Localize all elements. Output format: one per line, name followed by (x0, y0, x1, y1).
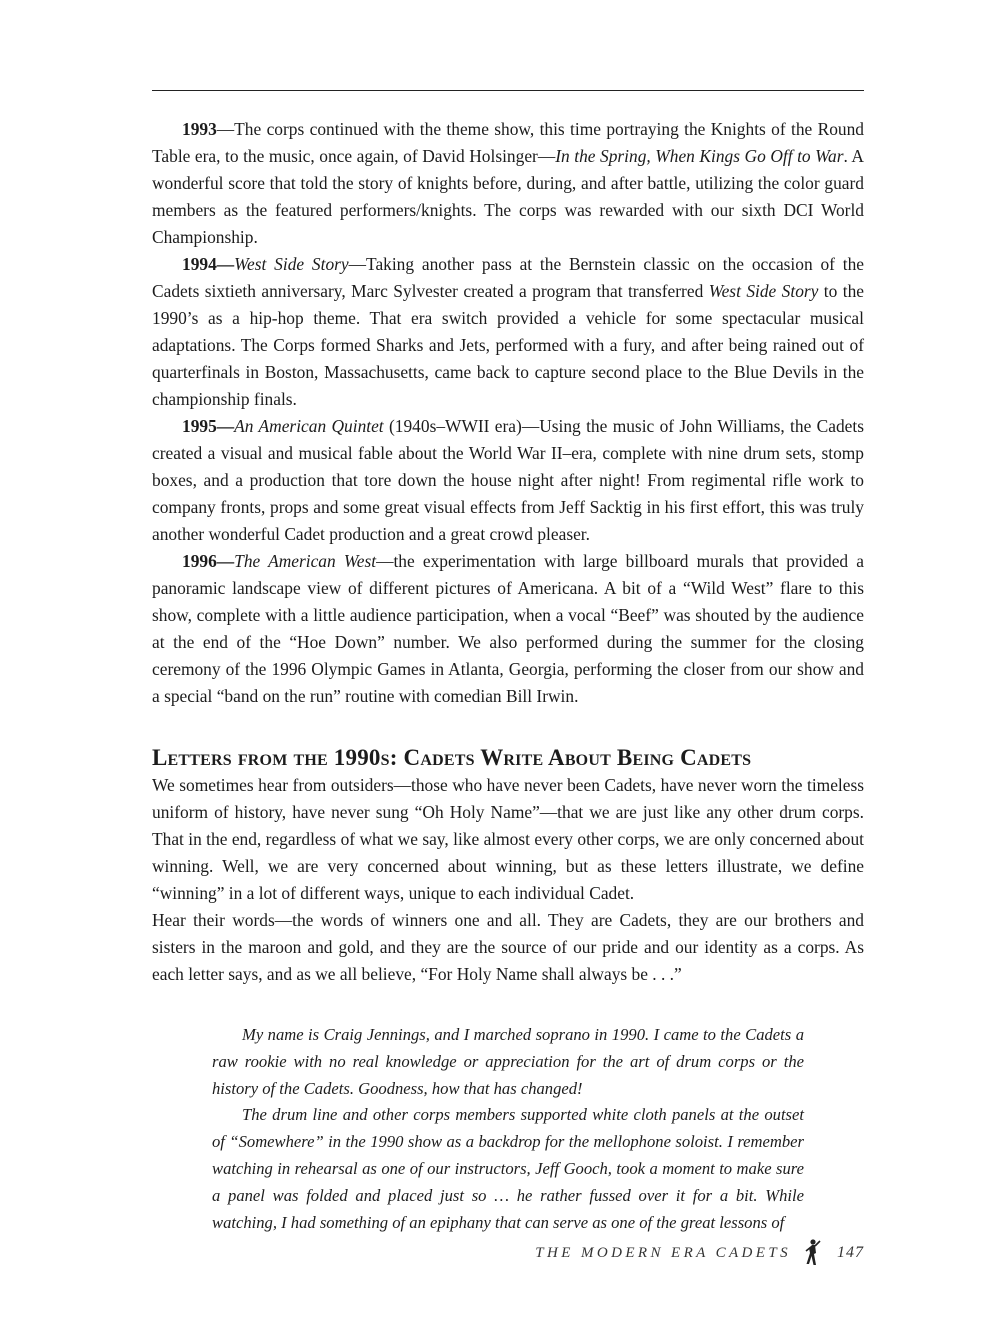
paragraph-1995: 1995—An American Quintet (1940s–WWII era)—Using the music of John Williams, the Cadets created a visual and musical fable about the World War II–era, complete with nine drum sets, stomp boxes, and a production that tore down the house night after night! From regimental rifle work to company fronts, props and some great visual effects from Jeff Sacktig in his first effort, this was truly another wonderful Cadet production and a great crowd pleaser. (152, 416, 864, 544)
year-label: 1993 (182, 119, 217, 139)
paragraph-1994: 1994—West Side Story—Taking another pass at the Bernstein classic on the occasion of the Cadets sixtieth anniversary, Marc Sylvester created a program that transferred West Side Story to the 1990’s as a hip-hop theme. That era switch provided a vehicle for some spectacular musical adaptations. The Corps formed Sharks and Jets, performed with a fury, and after being rained out of quarterfinals in Boston, Massachusetts, came back to capture second place to the Blue Devils in the championship finals. (152, 254, 864, 409)
year-label: 1994 (182, 254, 217, 274)
header-rule (152, 90, 864, 91)
section-heading: Letters from the 1990s: Cadets Write About Being Cadets (152, 745, 752, 770)
section-intro: We sometimes hear from outsiders—those who have never been Cadets, have never worn the timeless uniform of history, have never sung “Oh Holy Name”—that we are just like any other drum corps. That in the end, regardless of what we say, like almost every other corps, we are only concerned about winning. Well, we are very concerned about winning, but as these letters illustrate, we define “winning” in a lot of different ways, unique to each individual Cadet. (152, 775, 864, 903)
section-intro-continued: Hear their words—the words of winners one and all. They are Cadets, they are our brothers and sisters in the maroon and gold, and they are the source of our pride and our identity as a corps. As each letter says, and as we all believe, “For Holy Name shall always be . . .” (152, 910, 864, 984)
page-body (152, 116, 864, 1236)
show-title: West Side Story (234, 254, 349, 274)
show-title: An American Quintet (234, 416, 384, 436)
letter-paragraph: My name is Craig Jennings, and I marched soprano in 1990. I came to the Cadets a raw rookie with no real knowledge or appreciation for the art of drum corps or the history of the Cadets. Goodness, how that has changed! (212, 1025, 804, 1098)
show-title: West Side Story (708, 281, 819, 301)
letter-blockquote (212, 1022, 804, 1236)
letter-paragraph: The drum line and other corps members supported white cloth panels at the outset of “Somewhere” in the 1990 show as a backdrop for the mellophone soloist. I remember watching in rehearsal as one of our instructors, Jeff Gooch, took a moment to make sure a panel was folded and placed just so … he rather fussed over it for a bit. While watching, I had something of an epiphany that can serve as one of the great lessons of (212, 1105, 804, 1232)
page-number: 147 (837, 1244, 864, 1261)
show-title: The American West (234, 551, 377, 571)
running-head: THE MODERN ERA CADETS (535, 1244, 791, 1261)
year-label: 1995 (182, 416, 217, 436)
paragraph-1996: 1996—The American West—the experimentation with large billboard murals that provided a panoramic landscape view of different pictures of Americana. A bit of a “Wild West” flare to this show, complete with a little audience participation, when a vocal “Beef” was shouted by the audience at the end of the “Hoe Down” number. We also performed during the summer for the closing ceremony of the 1996 Olympic Games in Atlanta, Georgia, performing the closer from our show and a special “band on the run” routine with comedian Bill Irwin. (152, 551, 864, 706)
show-title: In the Spring, When Kings Go Off to War (555, 146, 844, 166)
drum-major-figure-icon (801, 1238, 823, 1268)
paragraph-1993: 1993—The corps continued with the theme show, this time portraying the Knights of the Round Table era, to the music, once again, of David Holsinger—In the Spring, When Kings Go Off to War. A wonderful score that told the story of knights before, during, and after battle, utilizing the color guard members as the featured performers/knights. The corps was rewarded with our sixth DCI World Championship. (152, 119, 864, 247)
year-label: 1996 (182, 551, 217, 571)
page-footer (535, 1238, 864, 1268)
